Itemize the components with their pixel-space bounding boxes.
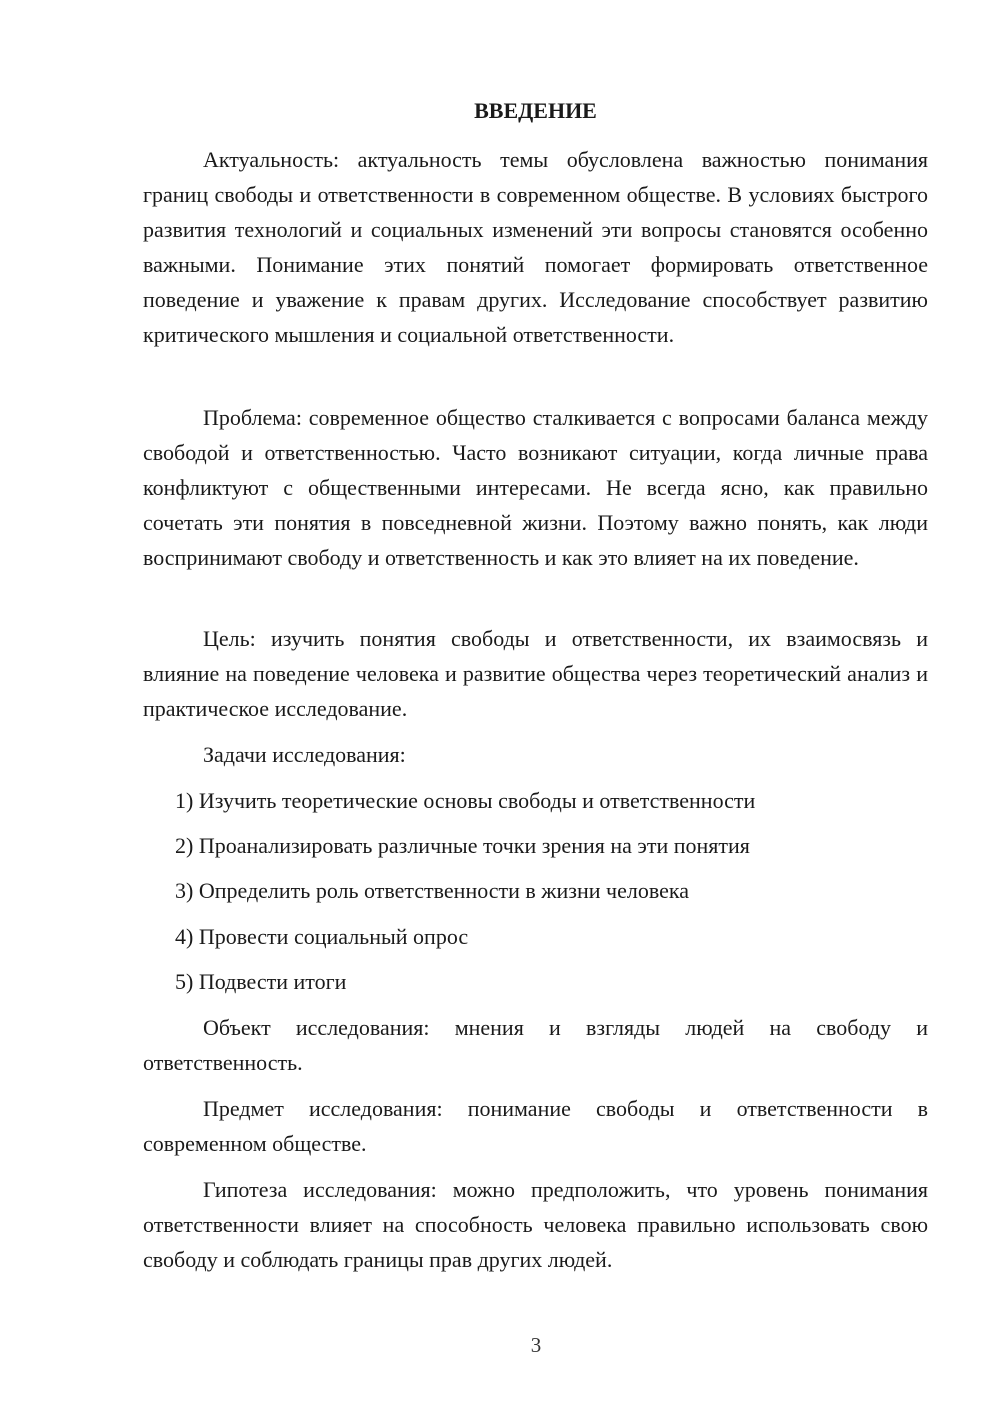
task-item-2: 2) Проанализировать различные точки зрения на эти понятия	[175, 833, 750, 858]
tasks-label: Задачи исследования:	[203, 742, 406, 767]
task-item-4: 4) Провести социальный опрос	[175, 924, 469, 949]
goal-paragraph: Цель: изучить понятия свободы и ответственности, их взаимосвязь и влияние на поведение человека и развитие общества через теоретический анализ и практическое исследование.	[143, 626, 928, 721]
page-title: ВВЕДЕНИЕ	[474, 98, 597, 123]
task-item-3: 3) Определить роль ответственности в жизни человека	[175, 878, 689, 903]
task-item-1: 1) Изучить теоретические основы свободы и ответственности	[175, 788, 756, 813]
relevance-paragraph: Актуальность: актуальность темы обусловлена важностью понимания границ свободы и ответственности в современном обществе. В условиях быстрого развития технологий и социальных изменений эти вопросы становятся особенно важными. Понимание этих понятий помогает формировать ответственное поведение и уважение к правам других. Исследование способствует развитию критического мышления и социальной ответственности.	[143, 147, 928, 347]
problem-paragraph: Проблема: современное общество сталкивается с вопросами баланса между свободой и ответственностью. Часто возникают ситуации, когда личные права конфликтуют с общественными интересами. Не всегда ясно, как правильно сочетать эти понятия в повседневной жизни. Поэтому важно понять, как люди воспринимают свободу и ответственность и как это влияет на их поведение.	[143, 405, 928, 570]
object-paragraph: Объект исследования: мнения и взгляды людей на свободу и ответственность.	[143, 1015, 928, 1075]
task-item-5: 5) Подвести итоги	[175, 969, 347, 994]
subject-paragraph: Предмет исследования: понимание свободы и ответственности в современном обществе.	[143, 1096, 928, 1156]
hypothesis-paragraph: Гипотеза исследования: можно предположить, что уровень понимания ответственности влияет на способность человека правильно использовать свою свободу и соблюдать границы прав других людей.	[143, 1177, 928, 1272]
page-number: 3	[530, 1333, 542, 1357]
